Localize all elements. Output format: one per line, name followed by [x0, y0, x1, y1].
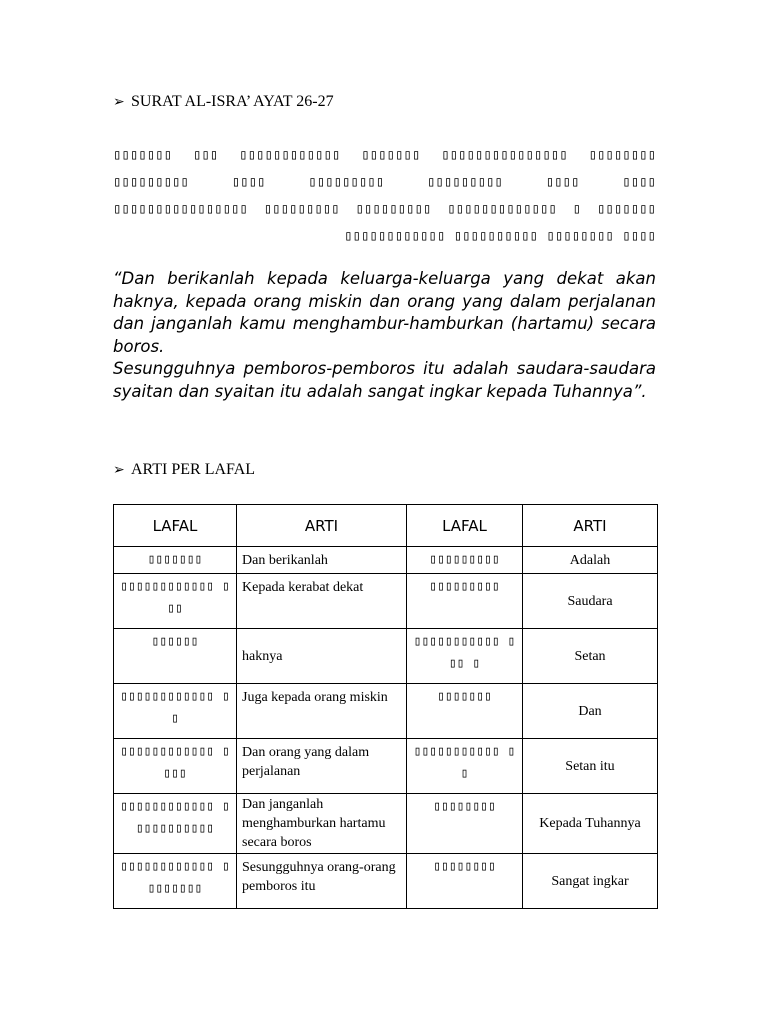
verse-translation [113, 268, 656, 403]
lafal-cell: ▯▯▯▯▯▯▯▯▯▯▯▯ ▯▯ [114, 684, 237, 739]
lafal-cell: ▯▯▯▯▯▯▯▯▯▯▯ ▯▯▯ ▯ [407, 629, 523, 684]
lafal-cell: ▯▯▯▯▯▯▯▯▯▯▯▯ ▯▯▯ [114, 574, 237, 629]
lafal-cell: ▯▯▯▯▯▯▯ [114, 547, 237, 574]
table-row [114, 629, 658, 684]
lafal-cell: ▯▯▯▯▯▯▯▯▯ [407, 547, 523, 574]
arti-cell: Setan itu [523, 739, 658, 794]
arti-cell: Setan [523, 629, 658, 684]
table-row [114, 574, 658, 629]
arti-cell: haknya [237, 629, 407, 684]
vocabulary-table [113, 504, 658, 909]
table-row [114, 547, 658, 574]
arti-cell: Dan orang yang dalam perjalanan [237, 739, 407, 794]
arabic-line: ▯▯▯▯▯▯▯▯▯▯▯▯ ▯▯▯▯▯▯▯▯▯▯ ▯▯▯▯▯▯▯▯ ▯▯▯▯ [344, 228, 656, 244]
arabic-line: ▯▯▯▯▯▯▯▯▯▯▯▯▯▯▯▯ ▯▯▯▯▯▯▯▯▯ ▯▯▯▯▯▯▯▯▯ ▯▯▯▯▯▯▯▯▯▯▯▯▯ ▯ ▯▯▯▯▯▯▯ [113, 201, 656, 217]
header-lafal: LAFAL [407, 505, 523, 547]
lafal-cell: ▯▯▯▯▯▯▯▯▯▯▯▯ ▯▯▯▯▯▯▯▯▯▯▯ [114, 794, 237, 854]
section-heading-surah [113, 93, 334, 111]
arti-cell: Saudara [523, 574, 658, 629]
arabic-line: ▯▯▯▯▯▯▯ ▯▯▯ ▯▯▯▯▯▯▯▯▯▯▯▯ ▯▯▯▯▯▯▯ ▯▯▯▯▯▯▯▯▯▯▯▯▯▯▯ ▯▯▯▯▯▯▯▯ [113, 147, 656, 163]
lafal-cell: ▯▯▯▯▯▯ [114, 629, 237, 684]
lafal-cell: ▯▯▯▯▯▯▯▯▯▯▯▯ ▯▯▯▯ [114, 739, 237, 794]
arti-cell: Kepada kerabat dekat [237, 574, 407, 629]
lafal-cell: ▯▯▯▯▯▯▯▯ [407, 854, 523, 909]
arti-cell: Adalah [523, 547, 658, 574]
table-row [114, 854, 658, 909]
section-title: ARTI PER LAFAL [131, 461, 256, 478]
table-row [114, 684, 658, 739]
lafal-cell: ▯▯▯▯▯▯▯▯▯▯▯ ▯▯ [407, 739, 523, 794]
arti-cell: Sangat ingkar [523, 854, 658, 909]
header-lafal: LAFAL [114, 505, 237, 547]
translation-paragraph: Sesungguhnya pemboros-pemboros itu adalah saudara-saudara syaitan dan syaitan itu adalah sangat ingkar kepada Tuhannya”. [113, 359, 656, 401]
lafal-cell: ▯▯▯▯▯▯▯▯▯▯▯▯ ▯▯▯▯▯▯▯▯ [114, 854, 237, 909]
table-header-row [114, 505, 658, 547]
arti-cell: Kepada Tuhannya [523, 794, 658, 854]
arti-cell: Juga kepada orang miskin [237, 684, 407, 739]
table-row [114, 739, 658, 794]
arti-cell: Dan janganlah menghamburkan hartamu secara boros [237, 794, 407, 854]
section-title: SURAT AL-ISRA’ AYAT 26-27 [131, 93, 334, 110]
lafal-cell: ▯▯▯▯▯▯▯▯ [407, 794, 523, 854]
arti-cell: Dan berikanlah [237, 547, 407, 574]
section-heading-arti [113, 461, 255, 479]
table-row [114, 794, 658, 854]
arti-cell: Dan [523, 684, 658, 739]
arrow-bullet-icon: ➢ [113, 94, 125, 110]
translation-paragraph: “Dan berikanlah kepada keluarga-keluarga yang dekat akan haknya, kepada orang miskin dan orang yang dalam perjalanan dan janganlah kamu menghambur-hamburkan (hartamu) secara boros. [113, 269, 656, 356]
arabic-line: ▯▯▯▯▯▯▯▯▯ ▯▯▯▯ ▯▯▯▯▯▯▯▯▯ ▯▯▯▯▯▯▯▯▯ ▯▯▯▯ ▯▯▯▯ [113, 174, 656, 190]
arti-cell: Sesungguhnya orang-orang pemboros itu [237, 854, 407, 909]
header-arti: ARTI [523, 505, 658, 547]
arrow-bullet-icon: ➢ [113, 462, 125, 478]
header-arti: ARTI [237, 505, 407, 547]
lafal-cell: ▯▯▯▯▯▯▯▯▯ [407, 574, 523, 629]
lafal-cell: ▯▯▯▯▯▯▯ [407, 684, 523, 739]
